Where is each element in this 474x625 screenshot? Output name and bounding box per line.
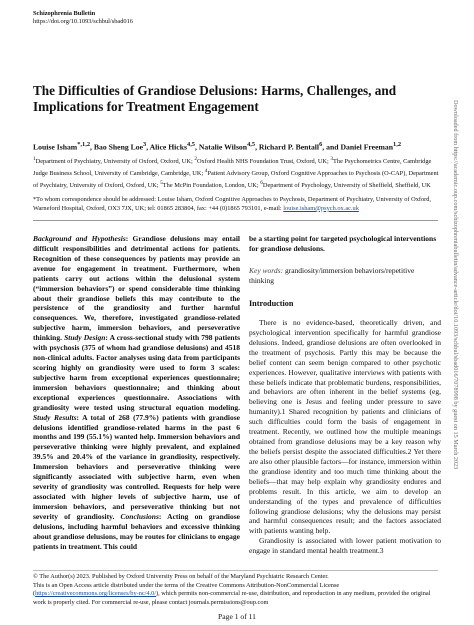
article-title: The Difficulties of Grandiose Delusions: Harms, Challenges, and Implications for Treatment Engagement (33, 83, 397, 114)
header-divider (33, 220, 438, 221)
abstract-continuation: be a starting point for targeted psychological interventions for grandiose delusions. (249, 234, 437, 253)
abstract-text (33, 234, 240, 552)
introduction-body (249, 318, 441, 556)
copyright-footer (33, 573, 443, 607)
keywords-text: grandiosity/immersion behaviors/repetitive thinking (249, 266, 415, 285)
license-statement (33, 582, 443, 608)
abstract-conclusions-text: : Acting on grandiose delusions, including harmful behaviors and excessive thinking about grandiose delusions, may be routes for clinicians to engage patients in treatment. This could (33, 511, 240, 551)
abstract-design-text: : A cross-sectional study with 798 patients with psychosis (375 of whom had grandiose delusions) and 4518 non-clinical adults. Factor analyses using data from participants scoring highly on grandiosity were used to form 3 scales: subjective harm from exceptional experiences questionnaire; immersion behaviors questionnaire; and thinking about exceptional experiences questionnaire. Associations with grandiosity were tested using structural equation modeling. (33, 333, 240, 412)
abstract-background-label: Background and Hypothesis (33, 234, 126, 243)
license-text-end: ), which permits non-commercial re-use, distribution, and reproduction in any medium, provided the original work is properly cited. For commercial re-use, please contact journals.permissions@oup.com (33, 590, 431, 606)
running-header (33, 10, 133, 25)
introduction-paragraph-1: There is no evidence-based, theoretically driven, and psychological intervention specifically for harmful grandiose delusions. Indeed, grandiose delusions are often overlooked in the treatment of psychosis. Partly this may be because the belief content can seem benign compared to other psychotic experiences. However, qualitative interviews with patients with these beliefs indicate that problematic burdens, responsibilities, and behaviors are often inherent in the belief systems (eg, believing one is Jesus and feeling under pressure to save humanity).1 Shared recognition by patients and clinicians of such difficulties could form the basis of engagement in treatment. Recently, we outlined how the multiple meanings obtained from grandiose delusions may be a key reason why the beliefs persist despite the associated difficulties.2 Yet there are also other plausible factors—for instance, immersion within the grandiose identity and too much time thinking about the beliefs—that may help explain why grandiosity endures and problems result. In this article, we aim to develop an understanding of the types and prevalence of difficulties following grandiose delusions; why the delusions may persist and harmful consequences result; and the factors associated with patients wanting help. (249, 318, 441, 536)
abstract-results-label: Study Results (33, 412, 77, 422)
author-list: Louise Isham$^{*,1,2}$, Bao Sheng Loe$^3$, Alice Hicks$^{4,5}$, Natalie Wilson$^{4,5}$, Richard P. Bentall$^6$, and Daniel Freeman$^{1,2}$ (33, 141, 402, 152)
correspondence-note (33, 196, 445, 213)
correspondence-email-link[interactable]: louise.isham@psych.ox.ac.uk (283, 204, 359, 212)
keywords (249, 266, 441, 286)
download-watermark-text: Downloaded from https://academic.oup.com/schizophreniabulletin/advance-article/doi/10.1093/schbul/sbad016/7078998 by guest on 15 March 2023 (452, 100, 459, 470)
correspondence-text: *To whom correspondence should be addressed: Louise Isham, Oxford Cognitive Approaches to Psychosis, Department of Psychiatry, University of Oxford, Warneford Hospital, Oxford, OX3 7JX, UK; tel: 01865 283804, fax: +44 (0)1865 793101, e-mail: (33, 196, 432, 212)
doi-link[interactable]: https://doi.org/10.1093/schbul/sbad016 (33, 17, 134, 25)
introduction-paragraph-2: Grandiosity is associated with lower patient motivation to engage in standard mental health treatment.3 (249, 536, 441, 556)
license-text-start: This is an Open Access article distributed under the terms of the Creative Commons Attribution-NonCommercial License ( (33, 581, 340, 597)
copyright-line: © The Author(s) 2023. Published by Oxford University Press on behalf of the Maryland Psychiatric Research Center. (33, 573, 329, 580)
journal-name: Schizophrenia Bulletin (33, 10, 96, 17)
download-watermark (451, 100, 461, 540)
footer-divider (33, 570, 438, 571)
section-heading-introduction: Introduction (249, 299, 294, 308)
license-link[interactable]: https://creativecommons.org/licenses/by-nc/4.0/ (35, 590, 157, 597)
affiliations: $^1$Department of Psychiatry, University of Oxford, Oxford, UK; $^2$Oxford Health NHS Foundation Trust, Oxford, UK; $^3$The Psychometrics Centre, Cambridge Judge Business School, University of Cambridge, Cambridge, UK; $^4$Patient Advisory Group, Oxford Cognitive Approaches to Psychosis (O-CAP), Department of Psychiatry, University of Oxford, Oxford, UK; $^5$The McPin Foundation, London, UK; $^6$Department of Psychology, University of Sheffield, Sheffield, UK (33, 156, 439, 189)
keywords-label: Key words: (249, 266, 284, 275)
abstract-background-text: : Grandiose delusions may entail difficult responsibilities and detrimental actions for patients. Recognition of these consequences by patients may provide an avenue for engagement in treatment. Furthermore, when patients carry out actions within the delusional system (“immersion behaviors”) or spend considerable time thinking about their grandiose beliefs this may contribute to the persistence of the grandiosity and further harmful consequences. We, therefore, investigated grandiose-related subjective harm, immersion behaviors, and perseverative thinking. (33, 234, 241, 343)
page-number: Page 1 of 11 (218, 612, 256, 621)
abstract-conclusions-label: Conclusions (120, 511, 159, 521)
abstract-design-label: Study Design (64, 333, 106, 343)
abstract-results-text: : A total of 268 (77.9%) patients with grandiose delusions identified grandiose-related harms in the past 6 months and 199 (55.1%) wanted help. Immersion behaviors and perseverative thinking were highly prevalent, and explained 39.5% and 20.4% of the variance in grandiosity, respectively. Immersion behaviors and perseverative thinking were significantly associated with subjective harm, even when severity of grandiosity was controlled. Requests for help were associated with higher levels of subjective harm, use of immersion behaviors, and perseverative thinking but not severity of grandiosity. (33, 412, 240, 521)
